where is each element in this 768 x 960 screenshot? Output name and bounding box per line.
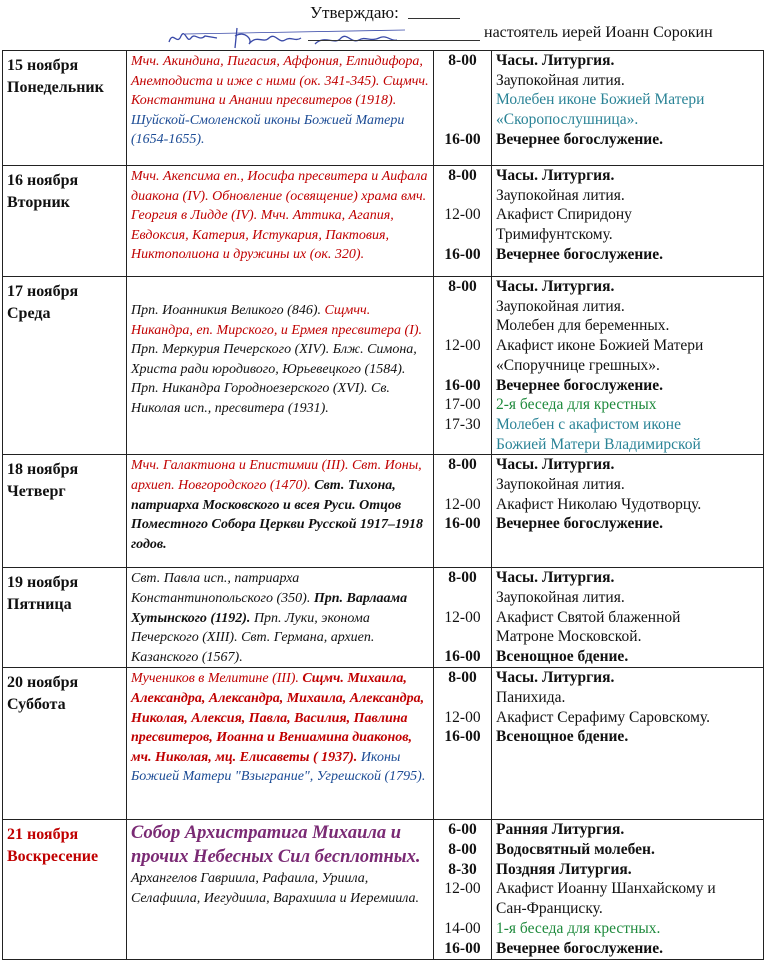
service: Акафист Спиридону: [496, 206, 632, 224]
day-date: 16 ноября: [7, 172, 79, 189]
services-cell: [492, 277, 764, 455]
time-cell: [434, 820, 492, 960]
services-cell: [492, 455, 764, 568]
day-row: [3, 568, 764, 668]
saints-text: Архангелов Гавриила, Рафаила, Уриила, Селафиила, Иегудиила, Варахиила и Иеремиила.: [131, 871, 420, 906]
service: Всенощное бдение.: [496, 648, 629, 666]
time: 8-00: [448, 456, 477, 474]
time-cell: [434, 277, 492, 455]
time: [434, 475, 491, 495]
service: Тримифунтскому.: [496, 226, 613, 244]
day-cell: [3, 455, 127, 568]
time: 16-00: [444, 130, 481, 148]
service: Вечернее богослужение.: [496, 245, 663, 263]
service: Заупокойная лития.: [496, 476, 625, 494]
service: Сан-Франциску.: [496, 900, 603, 918]
service: Молебен иконе Божией Матери: [496, 91, 705, 109]
signature: [165, 20, 465, 54]
service: Молебен с акафистом иконе: [496, 415, 681, 433]
saints-cell: [127, 668, 434, 820]
time: [434, 110, 491, 130]
saints-cell: [127, 277, 434, 455]
saints-text: Мчч. Акиндина, Пигасия, Аффония, Елпидифора, Анемподиста и иже с ними (ок. 341-345). Сщмчч. Константина и Анании пресвитеров (1918).: [131, 54, 429, 109]
service: Вечернее богослужение.: [496, 376, 663, 394]
time: 8-00: [448, 167, 477, 184]
saints-cell: [127, 51, 434, 166]
time: 17-30: [444, 415, 481, 433]
time: 14-00: [444, 919, 481, 937]
service: Акафист иконе Божией Матери: [496, 337, 704, 355]
time: 8-00: [448, 669, 477, 687]
services-cell: [492, 820, 764, 960]
saints-text: Прп. Варлаама Хутынского (1192).: [131, 590, 408, 626]
service: Поздняя Литургия.: [496, 860, 632, 878]
service: Вечернее богослужение.: [496, 939, 663, 957]
day-weekday: Воскресение: [7, 848, 99, 866]
day-row: [3, 166, 764, 277]
day-row: [3, 51, 764, 166]
saints-cell: [127, 820, 434, 960]
services-cell: [492, 568, 764, 668]
time: 16-00: [444, 939, 481, 957]
time: 8-00: [448, 569, 477, 587]
saints-text: Шуйской-Смоленской иконы Божией Матери (1654-1655).: [131, 112, 405, 148]
day-date: 19 ноября: [7, 574, 79, 592]
time: [434, 588, 491, 608]
day-row: [3, 455, 764, 568]
service: Ранняя Литургия.: [496, 821, 625, 839]
time: [434, 688, 491, 708]
time-cell: [434, 166, 492, 277]
time: 12-00: [444, 495, 481, 513]
service: Акафист Иоанну Шанхайскому и: [496, 880, 716, 898]
day-date: 18 ноября: [7, 461, 79, 479]
time: 16-00: [444, 515, 481, 533]
day-cell: [3, 277, 127, 455]
service: Часы. Литургия.: [496, 569, 615, 587]
service: Акафист Серафиму Саровскому.: [496, 708, 710, 726]
day-row: [3, 820, 764, 960]
header: [0, 0, 768, 52]
day-weekday: Суббота: [7, 696, 66, 714]
time: 12-00: [444, 206, 481, 224]
time: 12-00: [444, 608, 481, 626]
time: 8-00: [448, 278, 477, 295]
service: Заупокойная лития.: [496, 186, 625, 204]
signature-underline: [308, 40, 480, 41]
service: «Скоропослушница».: [496, 111, 639, 129]
saints-text: Мчч. Галактиона и Епистимии (III). Свт. Ионы, архиеп. Новгородского (1470).: [131, 458, 422, 493]
time: 8-30: [448, 860, 477, 878]
service: Заупокойная лития.: [496, 71, 625, 89]
time: 12-00: [444, 708, 481, 726]
time: [434, 356, 491, 376]
approve-underline: [408, 18, 460, 19]
saints-text: Свт. Тихона, патриарха Московского и всея Руси. Отцов Поместного Собора Церкви Русской 1917–1918 годов.: [131, 477, 424, 552]
service: Всенощное бдение.: [496, 728, 629, 746]
day-row: [3, 668, 764, 820]
saints-cell: [127, 166, 434, 277]
saints-text: Иконы Божией Матери "Взыграние", Угрешской (1795).: [131, 749, 426, 785]
time-cell: [434, 668, 492, 820]
saints-text: Сщмч. Михаила, Александра, Александра, Михаила, Александра, Николая, Алексия, Павла, Василия, Павлина пресвитеров, Иоанна и Вениамина диаконов, мч. Николая, мц. Елисаветы ( 1937).: [131, 671, 425, 765]
time: 6-00: [448, 821, 477, 839]
saints-text: Мучеников в Мелитине (III).: [131, 671, 299, 687]
time: 16-00: [444, 648, 481, 666]
time: [434, 297, 491, 317]
time: [434, 186, 491, 206]
day-weekday: Вторник: [7, 194, 70, 211]
saints-text: Прп. Луки, эконома Печерского (XIII). Свт. Германа, архиеп. Казанского (1567).: [131, 610, 375, 665]
services-cell: [492, 51, 764, 166]
day-weekday: Четверг: [7, 483, 66, 501]
time: 12-00: [444, 880, 481, 898]
time-cell: [434, 455, 492, 568]
service: Молебен для беременных.: [496, 317, 670, 335]
time: [434, 90, 491, 110]
service: «Споручнице грешных».: [496, 356, 660, 374]
time: [434, 627, 491, 647]
day-date: 15 ноября: [7, 57, 79, 74]
time: 12-00: [444, 337, 481, 355]
feast-title: Собор Архистратига Михаила и прочих Небесных Сил бесплотных.: [131, 823, 421, 868]
service: Заупокойная лития.: [496, 297, 625, 315]
day-weekday: Среда: [7, 305, 51, 322]
rector-title: настоятель иерей Иоанн Сорокин: [484, 24, 713, 41]
service: 1-я беседа для крестных.: [496, 919, 661, 937]
time: [434, 899, 491, 919]
day-date: 21 ноября: [7, 826, 79, 844]
service: Часы. Литургия.: [496, 456, 615, 474]
day-cell: [3, 166, 127, 277]
day-cell: [3, 668, 127, 820]
saints-text: Свт. Павла исп., патриарха Константинопольского (350).: [131, 571, 311, 606]
services-cell: [492, 166, 764, 277]
service: Божией Матери Владимирской: [496, 435, 701, 453]
day-cell: [3, 568, 127, 668]
service: 2-я беседа для крестных: [496, 396, 657, 414]
time: 16-00: [444, 728, 481, 746]
time: [434, 71, 491, 91]
day-cell: [3, 820, 127, 960]
service: Часы. Литургия.: [496, 669, 615, 687]
saints-cell: [127, 568, 434, 668]
service: Часы. Литургия.: [496, 167, 615, 184]
service: Акафист Николаю Чудотворцу.: [496, 495, 702, 513]
time: 8-00: [448, 841, 477, 859]
time: 16-00: [444, 376, 481, 394]
day-weekday: Понедельник: [7, 79, 104, 96]
services-cell: [492, 668, 764, 820]
service: Часы. Литургия.: [496, 52, 615, 69]
time-cell: [434, 568, 492, 668]
service: Матроне Московской.: [496, 628, 642, 646]
day-date: 20 ноября: [7, 674, 79, 692]
time: 17-00: [444, 396, 481, 414]
time: 8-00: [448, 52, 477, 69]
saints-text: Мчч. Акепсима еп., Иосифа пресвитера и Аифала диакона (IV). Обновление (освящение) храма вмч. Георгия в Лидде (IV). Мчч. Аттика, Агапия, Евдоксия, Катерия, Истукария, Пактовия, Никтополиона и дружины их (ок. 320).: [131, 169, 428, 263]
schedule-table: [2, 50, 764, 960]
time: [434, 316, 491, 336]
service: Заупокойная лития.: [496, 589, 625, 607]
service: Вечернее богослужение.: [496, 515, 663, 533]
day-cell: [3, 51, 127, 166]
service: Часы. Литургия.: [496, 278, 615, 295]
saints-cell: [127, 455, 434, 568]
saints-text: Прп. Иоанникия Великого (846).: [131, 303, 321, 318]
service: Водосвятный молебен.: [496, 841, 655, 859]
time-cell: [434, 51, 492, 166]
time: 16-00: [444, 245, 481, 263]
saints-text: Прп. Меркурия Печерского (XIV). Блж. Симона, Христа ради юродивого, Юрьевецкого (1584). Прп. Никандра Городноезерского (XVI). Св. Николая исп., пресвитера (1931).: [131, 342, 417, 416]
saints-text: Сщмчч. Никандра, еп. Мирского, и Ермея пресвитера (I).: [131, 303, 423, 338]
approve-label: Утверждаю:: [310, 3, 399, 22]
day-row: [3, 277, 764, 455]
day-weekday: Пятница: [7, 596, 72, 614]
service: Панихида.: [496, 689, 566, 707]
service: Вечернее богослужение.: [496, 130, 663, 148]
time: [434, 225, 491, 245]
day-date: 17 ноября: [7, 283, 79, 300]
service: Акафист Святой блаженной: [496, 608, 681, 626]
